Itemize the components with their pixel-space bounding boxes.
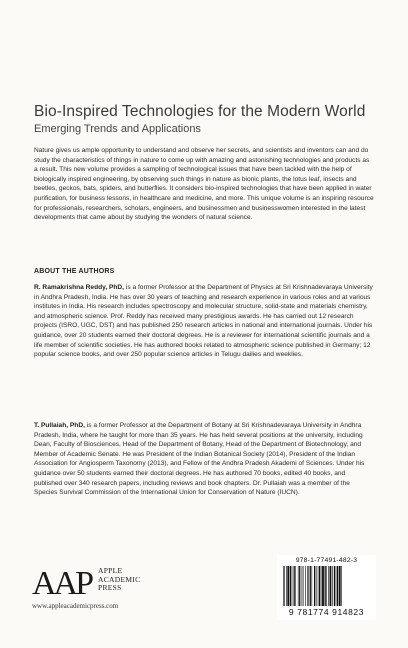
publisher-website: www.appleacademicpress.com [32, 602, 119, 610]
author-bio-text-pullaiah: is a former Professor at the Department of Botany at Sri Krishnadevaraya University in Andhra Pradesh, India, where he taught for more than 35 years. He has held several positions at the university, including Dean, Faculty of Biosciences, Head of the Department of Botany, Head of the Department of Biotechnology, and Member of Academic Senate. He was President of the Indian Botanical Society (2014), President of the Indian Association for Angiosperm Taxonomy (2013), and Fellow of the Andhra Pradesh Akademi of Sciences. Under his guidance over 50 students earned their doctoral degrees. He has authored 70 books, edited 40 books, and published over 340 research papers, including reviews and book chapters. Dr. Pullaiah was a member of the Species Survival Commission of the International Union for Conservation of Nature (IUCN). [34, 422, 365, 497]
book-summary: Nature gives us ample opportunity to understand and observe her secrets, and scientists and inventors can and do study the characteristics of things in nature to come up with amazing and astonishing technologies and products as a result. This new volume provides a sampling of technological issues that have been tackled with the help of biologically inspired engineering, by observing such things in nature as bionic plants, the lotus leaf, insects and beetles, geckos, bats, spiders, and butterflies. It considers bio-inspired technologies that have been applied in water purification, for business lessons, in healthcare and medicine, and more. This unique volume is an inspiring resource for professionals, researchers, scholars, engineers, and businessmen and businesswomen interested in the latest developments that came about by studying the wonders of natural science. [34, 147, 374, 222]
book-title: Bio-Inspired Technologies for the Modern World [34, 103, 366, 120]
barcode-icon [283, 566, 370, 606]
publisher-name-line1: APPLE [98, 566, 123, 575]
author-bio-text-reddy: is a former Professor at the Department of Physics at Sri Krishnadevaraya University in Andhra Pradesh, India. He has over 30 years of teaching and research experience in various roles and at various institutes in India. His research includes spectroscopy and molecular structure, solid-state and materials chemistry, and atmospheric science. Prof. Reddy has received many prestigious awards. He has carried out 12 research projects (ISRO, UGC, DST) and has published 250 research articles in national and international journals. Under his guidance, over 20 students earned their doctoral degrees. He is a reviewer for international scientific journals and a life member of scientific societies. He has authored books related to atmospheric science published in Germany; 12 popular science books, and over 250 popular science articles in Telugu dailies and weeklies. [34, 284, 373, 359]
isbn-number: 978-1-77491-482-3 [295, 557, 358, 564]
isbn-barcode [277, 555, 376, 620]
barcode-digits: 9 781774 914823 [288, 607, 365, 617]
publisher-name-line2: ACADEMIC [98, 574, 141, 584]
author-bio-reddy [34, 283, 374, 360]
publisher-name [98, 567, 178, 593]
author-name-reddy: R. Ramakrishna Reddy, PhD, [34, 284, 125, 291]
about-authors-heading: ABOUT THE AUTHORS [34, 268, 115, 275]
author-name-pullaiah: T. Pullaiah, PhD, [34, 422, 85, 429]
publisher-logo [32, 565, 182, 615]
author-bio-pullaiah [34, 421, 374, 498]
book-subtitle: Emerging Trends and Applications [34, 123, 201, 135]
svg-text:AAP: AAP [32, 565, 92, 599]
publisher-name-line3: PRESS [98, 583, 122, 592]
